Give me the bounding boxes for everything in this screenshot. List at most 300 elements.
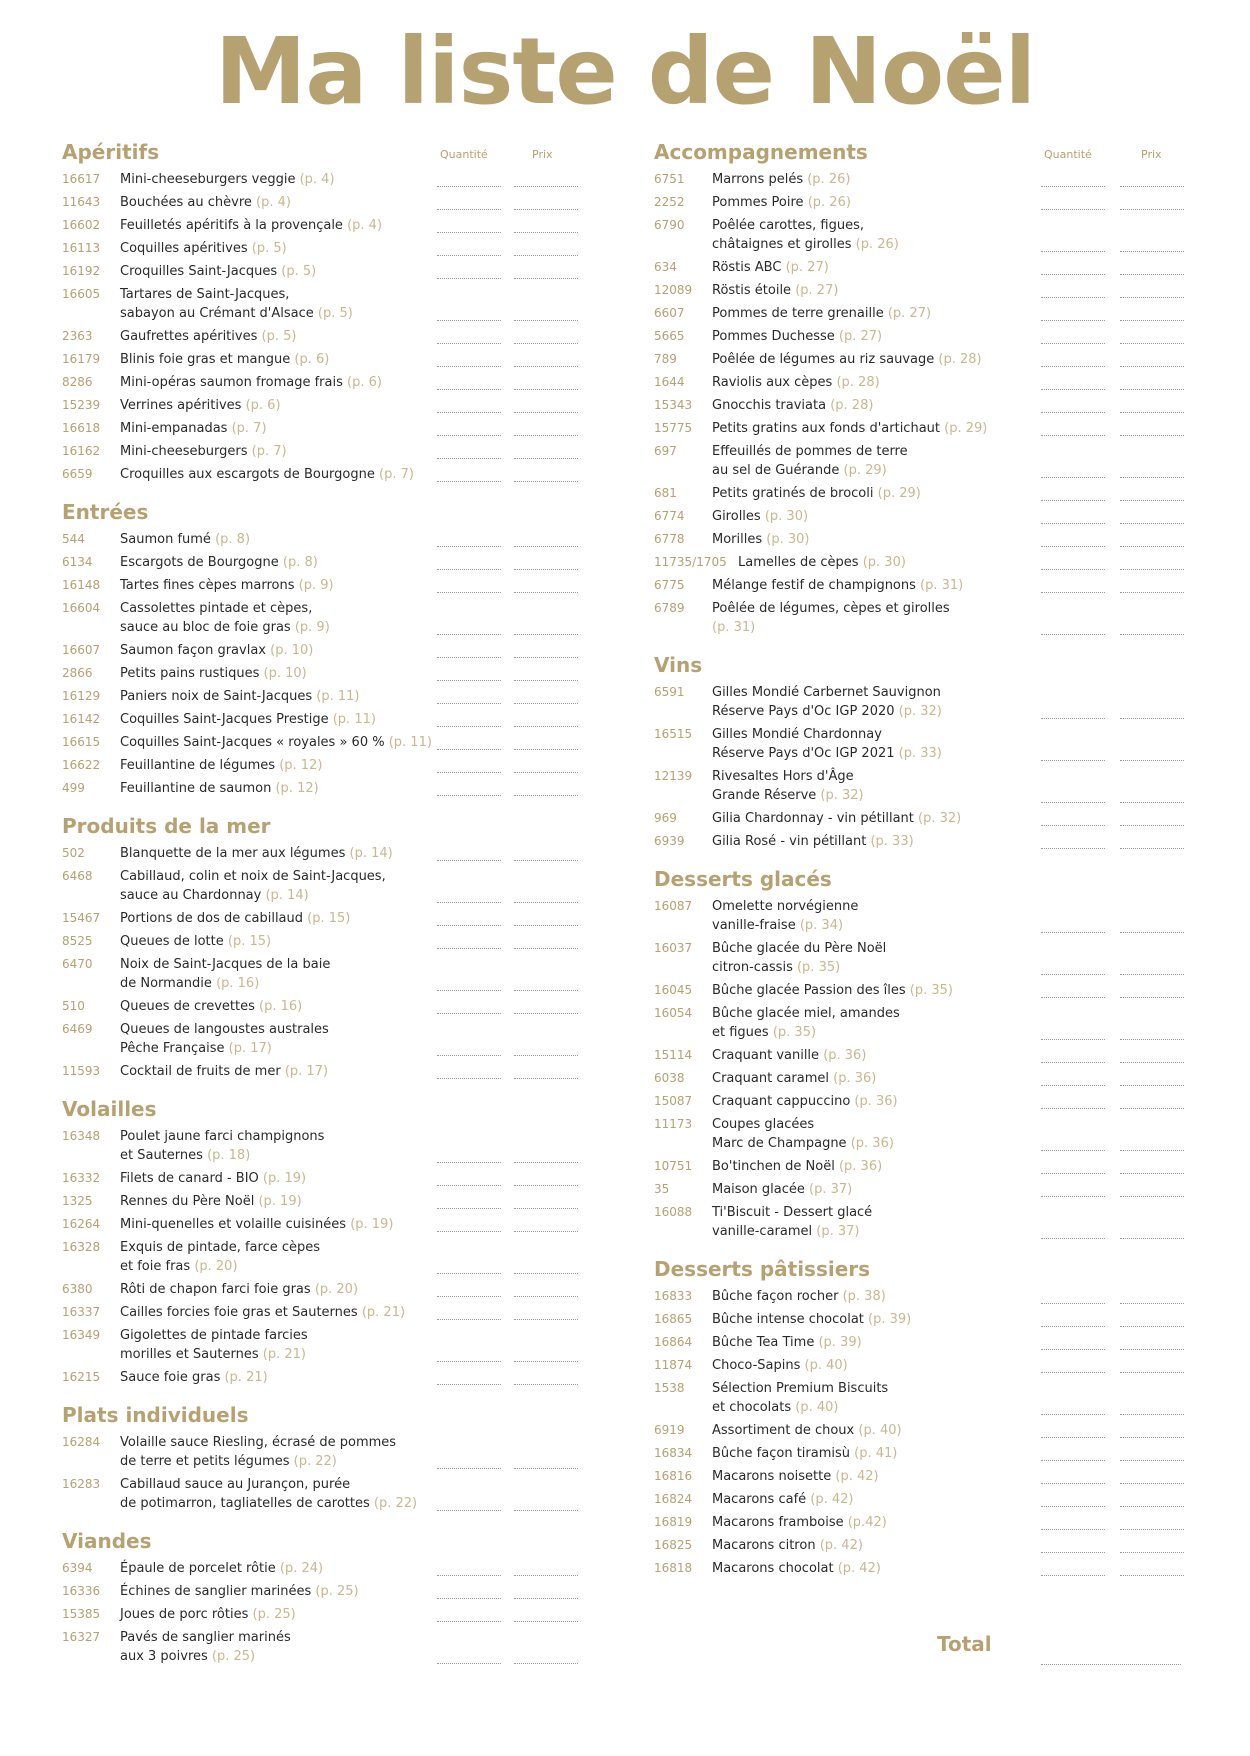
price-field[interactable] <box>514 320 578 321</box>
list-item <box>654 574 1188 597</box>
quantity-field[interactable] <box>1041 1529 1105 1530</box>
quantity-field[interactable] <box>1041 251 1105 252</box>
item-code: 16336 <box>62 1584 101 1598</box>
price-field[interactable] <box>514 343 578 344</box>
item-name: Rennes du Père Noël <box>120 1194 255 1209</box>
price-field[interactable] <box>1120 1062 1184 1063</box>
item-page-ref: (p. 35) <box>796 960 841 975</box>
quantity-field[interactable] <box>1041 477 1105 478</box>
quantity-field[interactable] <box>1041 546 1105 547</box>
price-field[interactable] <box>514 592 578 593</box>
item-page-ref: (p. 35) <box>909 983 953 998</box>
item-name-line <box>120 239 437 258</box>
list-item <box>62 463 582 486</box>
quantity-field[interactable] <box>1041 500 1105 501</box>
price-field[interactable] <box>514 795 578 796</box>
list-item <box>62 1557 582 1580</box>
item-name-line <box>120 1020 437 1058</box>
item-code: 6751 <box>654 172 685 186</box>
item-name: Gaufrettes apéritives <box>120 329 258 344</box>
item-name: Joues de porc rôties <box>120 1607 249 1622</box>
item-code: 1644 <box>654 375 685 389</box>
list-item <box>654 505 1188 528</box>
quantity-field[interactable] <box>437 990 501 991</box>
price-field[interactable] <box>1120 500 1184 501</box>
quantity-field[interactable] <box>437 948 501 949</box>
price-field[interactable] <box>514 389 578 390</box>
quantity-field[interactable] <box>1041 634 1105 635</box>
price-field[interactable] <box>514 726 578 727</box>
quantity-field[interactable] <box>1041 1039 1105 1040</box>
quantity-field[interactable] <box>437 389 501 390</box>
item-name: Escargots de Bourgogne <box>120 555 279 570</box>
price-field[interactable] <box>514 366 578 367</box>
item-code: 16264 <box>62 1217 101 1231</box>
quantity-field[interactable] <box>1041 186 1105 187</box>
quantity-field[interactable] <box>1041 1326 1105 1327</box>
price-field[interactable] <box>514 1468 578 1469</box>
item-name: Morilles <box>712 532 763 547</box>
list-item <box>62 953 582 995</box>
item-page-ref: (p. 17) <box>284 1064 329 1079</box>
quantity-field[interactable] <box>1041 1303 1105 1304</box>
item-code: 502 <box>62 846 85 860</box>
item-name-line <box>712 1004 1038 1042</box>
price-field[interactable] <box>514 1361 578 1362</box>
quantity-field[interactable] <box>437 1361 501 1362</box>
item-list <box>62 168 582 486</box>
price-field[interactable] <box>514 990 578 991</box>
quantity-field[interactable] <box>437 1575 501 1576</box>
price-field[interactable] <box>514 209 578 210</box>
price-field[interactable] <box>1120 1506 1184 1507</box>
price-field[interactable] <box>1120 435 1184 436</box>
item-page-ref: (p. 40) <box>795 1400 839 1415</box>
item-name: Coquilles apéritives <box>120 241 248 256</box>
item-name-line <box>712 939 1038 977</box>
price-field[interactable] <box>1120 297 1184 298</box>
price-field[interactable] <box>1120 1529 1184 1530</box>
item-code: 6790 <box>654 218 685 232</box>
item-name-line <box>712 1490 1038 1509</box>
item-page-ref: (p. 25) <box>252 1607 296 1622</box>
quantity-field[interactable] <box>1041 1349 1105 1350</box>
item-code: 16622 <box>62 758 101 772</box>
price-field[interactable] <box>1120 760 1184 761</box>
quantity-field[interactable] <box>1041 1460 1105 1461</box>
item-code: 6468 <box>62 869 93 883</box>
quantity-field[interactable] <box>1041 1414 1105 1415</box>
price-field[interactable] <box>514 1510 578 1511</box>
quantity-field[interactable] <box>1041 760 1105 761</box>
quantity-field[interactable] <box>437 634 501 635</box>
quantity-field[interactable] <box>1041 997 1105 998</box>
item-name-line <box>712 1444 1038 1463</box>
price-field[interactable] <box>1120 997 1184 998</box>
quantity-field[interactable] <box>1041 848 1105 849</box>
item-name: Épaule de porcelet rôtie <box>120 1561 276 1576</box>
item-name: Petits pains rustiques <box>120 666 260 681</box>
quantity-field[interactable] <box>437 569 501 570</box>
list-item <box>62 528 582 551</box>
price-field[interactable] <box>1120 932 1184 933</box>
item-name: Bûche glacée miel, amandes et figues <box>712 1006 900 1040</box>
quantity-field[interactable] <box>1041 1437 1105 1438</box>
item-code: 6789 <box>654 601 685 615</box>
quantity-field[interactable] <box>437 902 501 903</box>
list-item <box>654 325 1188 348</box>
item-page-ref: (p. 34) <box>799 918 844 933</box>
item-name-line <box>120 1559 437 1578</box>
price-field[interactable] <box>514 1185 578 1186</box>
item-page-ref: (p. 27) <box>887 306 932 321</box>
item-page-ref: (p. 27) <box>785 260 829 275</box>
list-item <box>654 1285 1188 1308</box>
item-name: Croquilles aux escargots de Bourgogne <box>120 467 375 482</box>
price-field[interactable] <box>514 232 578 233</box>
item-name: Girolles <box>712 509 761 524</box>
price-field[interactable] <box>1120 974 1184 975</box>
item-name-line <box>120 396 437 415</box>
list-item <box>654 1002 1188 1044</box>
quantity-field[interactable] <box>437 278 501 279</box>
price-field[interactable] <box>1120 1414 1184 1415</box>
quantity-field[interactable] <box>1041 523 1105 524</box>
quantity-field[interactable] <box>437 703 501 704</box>
quantity-field[interactable] <box>1041 802 1105 803</box>
quantity-field[interactable] <box>1041 569 1105 570</box>
quantity-field[interactable] <box>437 412 501 413</box>
quantity-field[interactable] <box>1041 274 1105 275</box>
price-field[interactable] <box>514 634 578 635</box>
price-field[interactable] <box>1120 546 1184 547</box>
list-item <box>62 777 582 800</box>
item-page-ref: (p. 27) <box>795 283 839 298</box>
price-field[interactable] <box>514 1384 578 1385</box>
item-name: Craquant caramel <box>712 1071 830 1086</box>
quantity-field[interactable] <box>1041 1483 1105 1484</box>
price-field[interactable] <box>514 1663 578 1664</box>
price-field[interactable] <box>1120 718 1184 719</box>
item-name: Petits gratinés de brocoli <box>712 486 874 501</box>
quantity-field[interactable] <box>437 680 501 681</box>
quantity-column-header: Quantité <box>440 148 488 161</box>
list-item <box>654 1377 1188 1419</box>
item-code: 499 <box>62 781 85 795</box>
price-field[interactable] <box>514 1296 578 1297</box>
price-field[interactable] <box>1120 1552 1184 1553</box>
price-field[interactable] <box>514 1013 578 1014</box>
quantity-field[interactable] <box>437 435 501 436</box>
price-field[interactable] <box>514 772 578 773</box>
item-name-line <box>712 1467 1038 1486</box>
quantity-field[interactable] <box>437 186 501 187</box>
price-field[interactable] <box>1120 1372 1184 1373</box>
price-field[interactable] <box>1120 569 1184 570</box>
price-field[interactable] <box>1120 477 1184 478</box>
left-column <box>62 140 582 1682</box>
list-item <box>654 1331 1188 1354</box>
quantity-field[interactable] <box>437 320 501 321</box>
price-field[interactable] <box>514 680 578 681</box>
price-field[interactable] <box>1120 1460 1184 1461</box>
item-name-line <box>712 683 1038 721</box>
quantity-field[interactable] <box>1041 1552 1105 1553</box>
quantity-field[interactable] <box>1041 1173 1105 1174</box>
price-field[interactable] <box>1120 1303 1184 1304</box>
price-field[interactable] <box>514 569 578 570</box>
quantity-field[interactable] <box>1041 412 1105 413</box>
item-page-ref: (p. 36) <box>838 1159 883 1174</box>
price-field[interactable] <box>1120 1575 1184 1576</box>
price-field[interactable] <box>514 435 578 436</box>
price-field[interactable] <box>514 1598 578 1599</box>
item-name: Bo'tinchen de Noël <box>712 1159 835 1174</box>
item-name: Bûche glacée Passion des îles <box>712 983 906 998</box>
price-field[interactable] <box>1120 1039 1184 1040</box>
price-field[interactable] <box>1120 825 1184 826</box>
price-field[interactable] <box>1120 186 1184 187</box>
price-field[interactable] <box>1120 1108 1184 1109</box>
price-field[interactable] <box>1120 320 1184 321</box>
quantity-field[interactable] <box>1041 592 1105 593</box>
quantity-field[interactable] <box>1041 1196 1105 1197</box>
quantity-field[interactable] <box>437 1319 501 1320</box>
list-item <box>654 214 1188 256</box>
price-field[interactable] <box>1120 1150 1184 1151</box>
price-field[interactable] <box>514 948 578 949</box>
price-field[interactable] <box>514 749 578 750</box>
quantity-field[interactable] <box>437 366 501 367</box>
quantity-field[interactable] <box>437 1231 501 1232</box>
item-name: Petits gratins aux fonds d'artichaut <box>712 421 940 436</box>
quantity-field[interactable] <box>1041 1062 1105 1063</box>
list-item <box>654 482 1188 505</box>
price-field[interactable] <box>514 703 578 704</box>
list-item <box>62 214 582 237</box>
quantity-field[interactable] <box>437 1598 501 1599</box>
item-code: 15343 <box>654 398 693 412</box>
price-field[interactable] <box>514 412 578 413</box>
price-field[interactable] <box>514 1078 578 1079</box>
item-name-line <box>120 350 437 369</box>
price-field[interactable] <box>514 481 578 482</box>
quantity-field[interactable] <box>437 458 501 459</box>
list-item <box>654 1442 1188 1465</box>
price-field[interactable] <box>1120 1483 1184 1484</box>
quantity-field[interactable] <box>437 1185 501 1186</box>
price-field[interactable] <box>514 255 578 256</box>
quantity-field[interactable] <box>1041 1506 1105 1507</box>
price-field[interactable] <box>514 1575 578 1576</box>
item-code: 16615 <box>62 735 101 749</box>
quantity-field[interactable] <box>437 343 501 344</box>
item-code: 11643 <box>62 195 101 209</box>
item-page-ref: (p. 32) <box>820 788 864 803</box>
list-item <box>62 1167 582 1190</box>
item-name: Bûche Tea Time <box>712 1335 815 1350</box>
item-code: 16337 <box>62 1305 101 1319</box>
price-field[interactable] <box>1120 848 1184 849</box>
item-name: Mini-opéras saumon fromage frais <box>120 375 343 390</box>
item-page-ref: (p. 6) <box>294 352 330 367</box>
price-field[interactable] <box>1120 1349 1184 1350</box>
total-input-line[interactable] <box>1041 1664 1181 1665</box>
price-field[interactable] <box>514 902 578 903</box>
quantity-field[interactable] <box>437 546 501 547</box>
item-name-line <box>120 1215 437 1234</box>
quantity-field[interactable] <box>437 1055 501 1056</box>
quantity-field[interactable] <box>437 795 501 796</box>
item-list <box>654 681 1188 853</box>
item-name-line <box>712 897 1038 935</box>
price-field[interactable] <box>514 546 578 547</box>
quantity-field[interactable] <box>437 772 501 773</box>
price-field[interactable] <box>1120 1238 1184 1239</box>
quantity-field[interactable] <box>1041 389 1105 390</box>
price-field[interactable] <box>514 1162 578 1163</box>
quantity-field[interactable] <box>437 1621 501 1622</box>
item-name: Filets de canard - BIO <box>120 1171 259 1186</box>
quantity-field[interactable] <box>437 1510 501 1511</box>
price-field[interactable] <box>514 1231 578 1232</box>
price-field[interactable] <box>1120 1196 1184 1197</box>
quantity-field[interactable] <box>1041 825 1105 826</box>
price-field[interactable] <box>1120 1085 1184 1086</box>
item-name-line <box>712 1203 1038 1241</box>
price-field[interactable] <box>1120 209 1184 210</box>
item-name: Cassolettes pintade et cèpes, sauce au bloc de foie gras <box>120 601 313 635</box>
item-page-ref: (p. 22) <box>293 1454 337 1469</box>
quantity-field[interactable] <box>1041 320 1105 321</box>
list-item <box>654 528 1188 551</box>
item-page-ref: (p. 25) <box>315 1584 359 1599</box>
price-field[interactable] <box>1120 412 1184 413</box>
item-page-ref: (p. 31) <box>712 620 756 635</box>
price-field[interactable] <box>514 458 578 459</box>
price-field[interactable] <box>1120 366 1184 367</box>
price-field[interactable] <box>514 925 578 926</box>
page-title: Ma liste de Noël <box>214 18 1036 125</box>
list-item <box>654 1155 1188 1178</box>
price-field[interactable] <box>514 1319 578 1320</box>
price-field[interactable] <box>514 657 578 658</box>
quantity-field[interactable] <box>437 1078 501 1079</box>
price-field[interactable] <box>514 1621 578 1622</box>
quantity-field[interactable] <box>437 232 501 233</box>
item-page-ref: (p. 35) <box>772 1025 817 1040</box>
price-field[interactable] <box>1120 251 1184 252</box>
item-page-ref: (p. 31) <box>920 578 964 593</box>
item-page-ref: (p. 29) <box>944 421 988 436</box>
quantity-field[interactable] <box>1041 1238 1105 1239</box>
item-page-ref: (p. 30) <box>764 509 809 524</box>
quantity-field[interactable] <box>437 255 501 256</box>
quantity-field[interactable] <box>437 657 501 658</box>
quantity-field[interactable] <box>437 1208 501 1209</box>
price-field[interactable] <box>514 1055 578 1056</box>
item-page-ref: (p. 28) <box>830 398 874 413</box>
item-page-ref: (p. 20) <box>194 1259 238 1274</box>
item-page-ref: (p. 12) <box>279 758 323 773</box>
quantity-field[interactable] <box>437 1468 501 1469</box>
item-name-line <box>712 350 1038 369</box>
price-field[interactable] <box>514 278 578 279</box>
right-column <box>654 140 1188 1594</box>
item-page-ref: (p. 40) <box>858 1423 902 1438</box>
quantity-field[interactable] <box>437 726 501 727</box>
price-field[interactable] <box>514 1273 578 1274</box>
item-name-line <box>712 1379 1038 1417</box>
item-name-line <box>712 216 1038 254</box>
item-name: Mini-cheeseburgers veggie <box>120 172 296 187</box>
quantity-field[interactable] <box>1041 1372 1105 1373</box>
quantity-field[interactable] <box>437 1162 501 1163</box>
quantity-field[interactable] <box>1041 932 1105 933</box>
price-field[interactable] <box>1120 634 1184 635</box>
price-field[interactable] <box>1120 1326 1184 1327</box>
price-field[interactable] <box>1120 343 1184 344</box>
price-field[interactable] <box>514 186 578 187</box>
quantity-field[interactable] <box>1041 297 1105 298</box>
price-field[interactable] <box>1120 1437 1184 1438</box>
price-field[interactable] <box>1120 802 1184 803</box>
price-field[interactable] <box>1120 592 1184 593</box>
item-name-line <box>120 285 437 323</box>
item-code: 969 <box>654 811 677 825</box>
item-name: Macarons framboise <box>712 1515 844 1530</box>
quantity-field[interactable] <box>437 1013 501 1014</box>
item-name: Röstis ABC <box>712 260 782 275</box>
quantity-field[interactable] <box>1041 435 1105 436</box>
price-field[interactable] <box>1120 523 1184 524</box>
price-field[interactable] <box>1120 389 1184 390</box>
price-field[interactable] <box>1120 1173 1184 1174</box>
quantity-field[interactable] <box>437 1663 501 1664</box>
item-page-ref: (p. 26) <box>855 237 899 252</box>
quantity-field[interactable] <box>437 209 501 210</box>
quantity-field[interactable] <box>437 1296 501 1297</box>
item-code: 6134 <box>62 555 93 569</box>
item-name-line <box>712 193 1038 212</box>
price-field[interactable] <box>1120 274 1184 275</box>
quantity-field[interactable] <box>1041 974 1105 975</box>
price-field[interactable] <box>514 860 578 861</box>
quantity-field[interactable] <box>1041 1150 1105 1151</box>
price-field[interactable] <box>514 1208 578 1209</box>
item-name: Omelette norvégienne vanille-fraise <box>712 899 859 933</box>
quantity-field[interactable] <box>1041 1085 1105 1086</box>
quantity-field[interactable] <box>437 592 501 593</box>
quantity-field[interactable] <box>437 1384 501 1385</box>
quantity-field[interactable] <box>437 925 501 926</box>
item-list <box>654 168 1188 639</box>
quantity-field[interactable] <box>1041 366 1105 367</box>
quantity-field[interactable] <box>437 749 501 750</box>
quantity-field[interactable] <box>437 1273 501 1274</box>
item-name-line <box>120 664 437 683</box>
quantity-field[interactable] <box>437 481 501 482</box>
quantity-field[interactable] <box>437 860 501 861</box>
item-name-line <box>120 170 437 189</box>
quantity-field[interactable] <box>1041 1108 1105 1109</box>
quantity-field[interactable] <box>1041 209 1105 210</box>
quantity-field[interactable] <box>1041 1575 1105 1576</box>
quantity-field[interactable] <box>1041 718 1105 719</box>
item-name: Poulet jaune farci champignons et Sauternes <box>120 1129 325 1163</box>
item-name-line <box>712 419 1038 438</box>
quantity-field[interactable] <box>1041 343 1105 344</box>
